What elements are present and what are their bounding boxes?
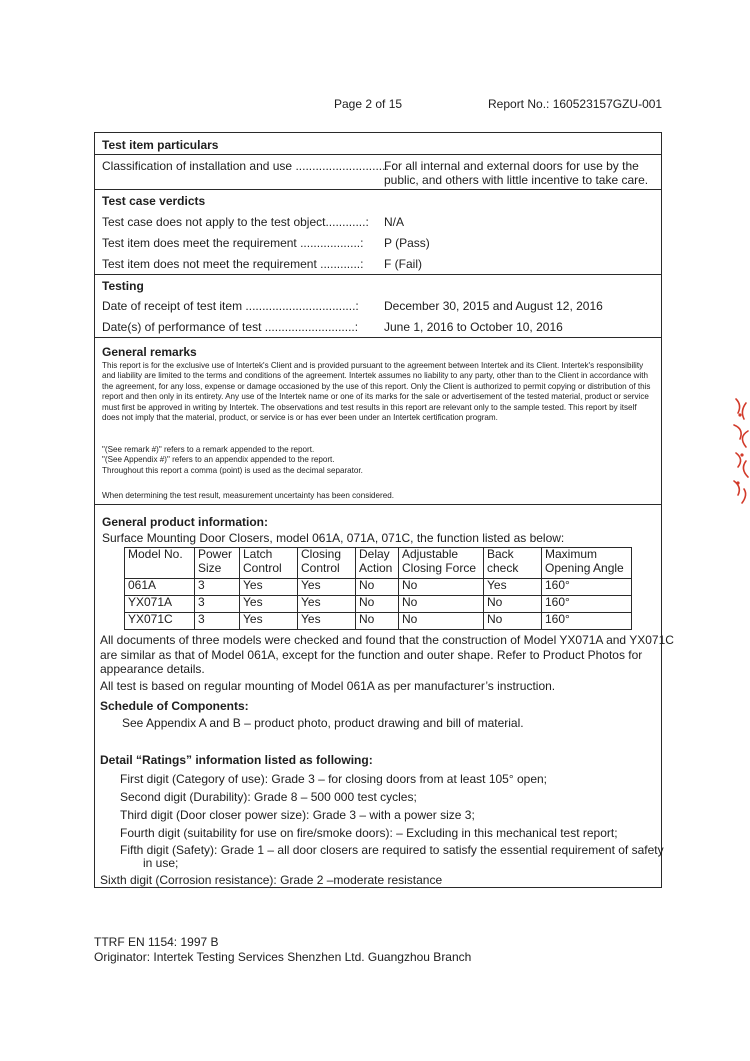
rating-line: Second digit (Durability): Grade 8 – 500 000 test cycles; — [120, 790, 417, 804]
table-cell: Yes — [484, 579, 542, 596]
remarks-notes — [102, 445, 654, 476]
header-cell: Maximum Opening Angle — [542, 548, 632, 579]
page-number: Page 2 of 15 — [334, 97, 403, 111]
table-cell: 160° — [542, 596, 632, 613]
company-stamp — [728, 395, 750, 505]
table-cell: Yes — [240, 613, 298, 630]
table-cell: No — [356, 613, 399, 630]
uncertainty-text: When determining the test result, measurement uncertainty has been considered. — [102, 491, 394, 500]
verdict-value: P (Pass) — [384, 236, 430, 250]
remarks-paragraph: This report is for the exclusive use of Intertek's Client and is provided pursuant to the agreement between Intertek and its Client. Intertek's responsibility and liability are limited to the terms and conditions of the agreement. Intertek assumes no liability to any party, other than to the Client in accordance with the agreement, for any loss, expense or damage occasioned by the use of this report. Only the Client is authorized to permit copying or distribution of this report and then only in its entirety. Any use of the Intertek name or one of its marks for the sale or advertisement of the tested material, product or service must first be approved in writing by Intertek. The observations and test results in this report are relevant only to the sample tested. This report by itself does not imply that the material, product, or service is or has ever been under an Intertek certification program. — [102, 361, 651, 423]
remarks-note: "(See Appendix #)" refers to an appendix appended to the report. — [102, 455, 335, 465]
classification-value-2: public, and others with little incentive to take care. — [384, 173, 649, 187]
table-cell: No — [484, 613, 542, 630]
header-cell: Back check — [484, 548, 542, 579]
rating-line: First digit (Category of use): Grade 3 – for closing doors from at least 105° open; — [120, 772, 548, 786]
header-cell: Adjustable Closing Force — [399, 548, 484, 579]
divider — [95, 504, 661, 505]
report-number: Report No.: 160523157GZU-001 — [488, 97, 663, 111]
remarks-heading: General remarks — [102, 345, 197, 359]
verdict-value: F (Fail) — [384, 257, 422, 271]
report-frame — [94, 132, 674, 888]
table-cell: No — [399, 579, 484, 596]
table-cell: Yes — [298, 613, 356, 630]
receipt-date-label: Date of receipt of test item .................................: — [102, 299, 359, 313]
performance-date-value: June 1, 2016 to October 10, 2016 — [384, 320, 563, 334]
verdict-value: N/A — [384, 215, 405, 229]
table-row — [125, 596, 632, 613]
table-cell: YX071A — [125, 596, 195, 613]
table-header-row — [125, 548, 632, 579]
table-cell: 3 — [195, 579, 240, 596]
header-cell: Latch Control — [240, 548, 298, 579]
table-cell: YX071C — [125, 613, 195, 630]
table-cell: Yes — [298, 596, 356, 613]
classification-label: Classification of installation and use ............................ : — [102, 159, 396, 173]
header-cell: Delay Action — [356, 548, 399, 579]
table-cell: No — [484, 596, 542, 613]
header-cell: Closing Control — [298, 548, 356, 579]
table-cell: Yes — [240, 596, 298, 613]
table-cell: 160° — [542, 579, 632, 596]
components-heading: Schedule of Components: — [100, 699, 249, 713]
rating-line: Fourth digit (suitability for use on fire/smoke doors): – Excluding in this mechanical test report; — [120, 826, 618, 840]
table-cell: Yes — [298, 579, 356, 596]
rating-line: in use; — [143, 856, 179, 870]
table-row — [125, 579, 632, 596]
components-text: See Appendix A and B – product photo, product drawing and bill of material. — [122, 716, 524, 730]
remarks-note: Throughout this report a comma (point) is used as the decimal separator. — [102, 465, 363, 475]
models-note-line: are similar as that of Model 061A, except for the function and outer shape. Refer to Product Photos for — [100, 648, 643, 662]
originator: Originator: Intertek Testing Services Shenzhen Ltd. Guangzhou Branch — [94, 950, 472, 964]
table-cell: No — [356, 579, 399, 596]
verdict-label: Test item does meet the requirement ..................: — [102, 236, 364, 250]
table-cell: No — [356, 596, 399, 613]
models-note-line: appearance details. — [100, 662, 205, 676]
receipt-date-value: December 30, 2015 and August 12, 2016 — [384, 299, 603, 313]
models-note-line: All documents of three models were checked and found that the construction of Model YX071A and YX071C — [100, 633, 674, 647]
table-cell: Yes — [240, 579, 298, 596]
ratings-heading: Detail “Ratings” information listed as following: — [100, 753, 373, 767]
header-cell: Model No. — [125, 548, 195, 579]
table-cell: 3 — [195, 596, 240, 613]
table-cell: No — [399, 596, 484, 613]
particulars-heading: Test item particulars — [102, 138, 219, 152]
table-cell: 160° — [542, 613, 632, 630]
classification-value-1: For all internal and external doors for use by the — [384, 159, 639, 173]
verdict-label: Test case does not apply to the test object............: — [102, 215, 369, 229]
rating-line: Third digit (Door closer power size): Grade 3 – with a power size 3; — [120, 808, 475, 822]
product-intro: Surface Mounting Door Closers, model 061A, 071A, 071C, the function listed as below: — [102, 531, 565, 545]
form-reference: TTRF EN 1154: 1997 B — [94, 935, 219, 949]
performance-date-label: Date(s) of performance of test ...........................: — [102, 320, 359, 334]
divider — [95, 274, 661, 275]
table-cell: 3 — [195, 613, 240, 630]
rating-line: Fifth digit (Safety): Grade 1 – all door closers are required to satisfy the essential requirement of safety — [120, 843, 664, 857]
table-row — [125, 613, 632, 630]
divider — [95, 337, 661, 338]
remarks-body — [102, 361, 654, 423]
testing-heading: Testing — [102, 279, 144, 293]
verdicts-heading: Test case verdicts — [102, 194, 206, 208]
table-cell: 061A — [125, 579, 195, 596]
table-cell: No — [399, 613, 484, 630]
product-heading: General product information: — [102, 515, 269, 529]
divider — [95, 154, 661, 155]
models-table — [124, 547, 632, 630]
remarks-note: "(See remark #)" refers to a remark appended to the report. — [102, 445, 315, 454]
uncertainty-note — [102, 491, 654, 501]
verdict-label: Test item does not meet the requirement ............: — [102, 257, 364, 271]
divider — [95, 189, 661, 190]
header-cell: Power Size — [195, 548, 240, 579]
mounting-note: All test is based on regular mounting of Model 061A as per manufacturer’s instruction. — [100, 679, 556, 693]
rating-line: Sixth digit (Corrosion resistance): Grade 2 –moderate resistance — [100, 873, 443, 887]
